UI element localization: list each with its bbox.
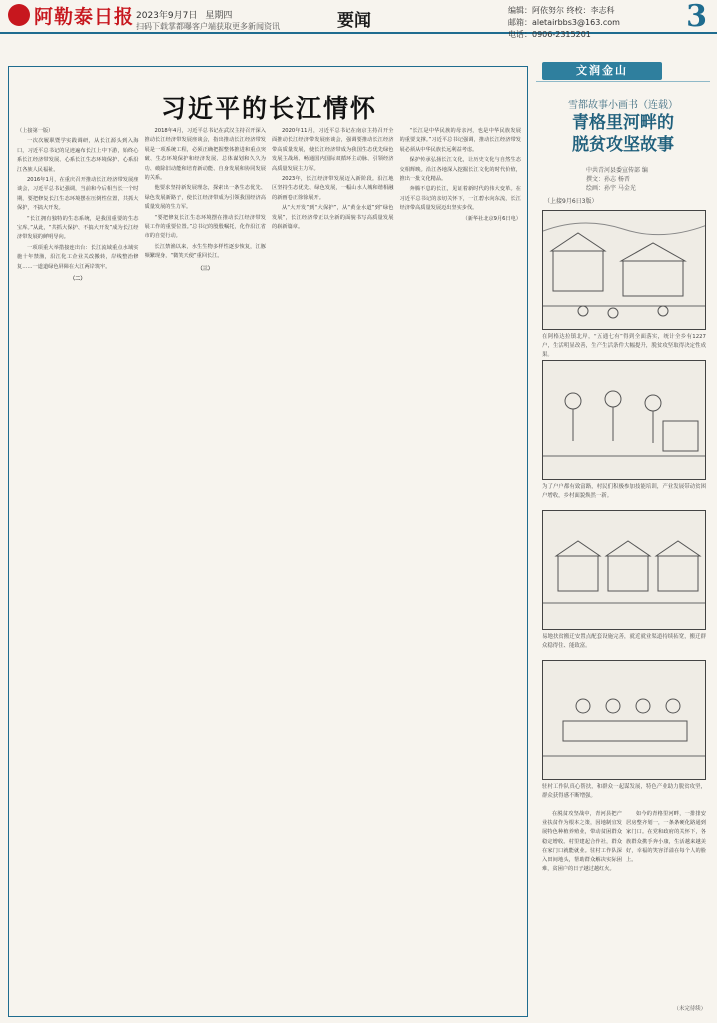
issue-weekday: 星期四 [205, 11, 233, 21]
paragraph: 从“大开发”到“大保护”，从“黄金水道”到“绿色发展”，长江经济带正以全新的面貌书写高质量发展的崭新篇章。 [272, 205, 394, 231]
article-column-2 [145, 127, 267, 1011]
story-text-col-2 [626, 810, 706, 1000]
panel-caption-4: 驻村工作队真心帮扶，和群众一起谋发展，特色产业助力脱贫攻坚，群众获得感不断增强。 [542, 784, 706, 799]
paragraph: “长江拥有独特的生态系统，是我国重要的生态宝库。”从此，“共抓大保护、不搞大开发”成为长江经济带发展的鲜明导向。 [17, 215, 139, 241]
panel-caption-1: 在阿格达拉镇北岸，“五通七有”得到全面落实，统计全乡有1227户，生活明显改善，生产生活条件大幅提升，脱贫攻坚取得决定性成果。 [542, 334, 706, 358]
credit-writer: 撰文：孙志 杨晋 [586, 176, 630, 183]
article-column-1 [17, 127, 139, 1011]
paragraph: 他要求坚持新发展理念，探索出一条生态优先、绿色发展新路子，使长江经济带成为引领我国经济高质量发展的生力军。 [144, 185, 266, 211]
download-note[interactable]: 扫码下载掌都曝客户端获取更多新闻资讯 [136, 22, 280, 31]
email-line[interactable]: 邮箱：aletairbbs3@163.com [508, 18, 620, 27]
article-column-3 [272, 127, 394, 1011]
title-line-1: 青格里河畔的 [572, 113, 674, 133]
illustration-panel-1 [542, 210, 706, 330]
paragraph: 保护传承弘扬长江文化，让历史文化与自然生态交相辉映。沿江各地深入挖掘长江文化的时代价值，推出一批文化精品。 [399, 157, 521, 183]
paragraph: 一次次履职暨学实践调研，从长江源头到入海口，习近平总书记的足迹遍布长江上中下游，始终心系长江经济带发展、心系长江生态环境保护、心系沿江各族人民福祉。 [17, 138, 139, 173]
continued-note: （上接第一版） [17, 128, 54, 134]
panel-caption-3: 易地扶贫搬迁安置点配套设施完善，就近就业渠道持续拓宽，搬迁群众稳得住、能致富。 [542, 634, 706, 649]
paragraph: 长江禁渔以来，水生生物多样性逐步恢复，江豚频繁现身，“微笑天使”重回长江。 [144, 243, 266, 260]
story-paragraph: 如今的青格里河畔，一排排安居房整齐划一，一条条硬化路通到家门口。在党和政府的关怀下，各族群众携手奔小康，生活越来越美好，幸福的笑容洋溢在每个人的脸上。 [626, 811, 706, 864]
dateline: （新华社北京9月6日电） [462, 215, 521, 222]
story-paragraph: 在脱贫攻坚战中，青河县把产业扶贫作为根本之策，因地制宜发展特色种植养殖业，带动贫困群众稳定增收。村里建起合作社，群众在家门口就能就业。驻村工作队深入田间地头，帮助群众解决实际困难，贫困户的日子越过越红火。 [542, 811, 622, 873]
paper-name: 阿勒泰日报 [34, 5, 135, 28]
paragraph: 奔腾不息的长江，见证着新时代的伟大变革。在习近平总书记的亲切关怀下，一江碧水向东流，长江经济带高质量发展迈出坚实步伐。 [399, 186, 521, 212]
sketch-people-icon [543, 361, 706, 480]
column-banner: 文润金山 [542, 62, 662, 80]
section-mark: （三） [197, 265, 214, 272]
panel-caption-2: 为了户户都有致富路，村民们积极参加技能培训，产业发展带动贫困户增收，乡村面貌焕然一新。 [542, 484, 706, 499]
paragraph: 一项项重大举措接连出台：长江流域重点水域实施十年禁渔，沿江化工企业关改搬转，岸线整治修复……一道道绿色屏障在大江两岸筑牢。 [17, 244, 139, 270]
title-line-2: 脱贫攻坚故事 [572, 135, 674, 155]
to-be-continued: （未完待续） [673, 1006, 706, 1012]
illustration-panel-3 [542, 510, 706, 630]
paragraph: 2018年4月，习近平总书记在武汉主持召开深入推动长江经济带发展座谈会，指出推动长江经济带发展是一项系统工程，必须正确把握整体推进和重点突破、生态环境保护和经济发展、总体谋划和久久为功、破除旧动能和培育新动能、自身发展和协同发展的关系。 [144, 128, 266, 182]
sketch-houses-icon [543, 511, 706, 630]
sketch-village-icon [543, 211, 706, 330]
sidebar-comic-story [536, 50, 710, 1017]
illustration-panel-4 [542, 660, 706, 780]
masthead [0, 0, 717, 39]
section-title: 要闻 [337, 11, 371, 31]
paragraph: 2023年，长江经济带发展迈入新阶段。沿江地区坚持生态优先、绿色发展，一幅山水人城和谐相融的新画卷正徐徐展开。 [272, 176, 394, 201]
story-kicker: 雪都故事小画书（连载） [568, 100, 678, 111]
credit-editor: 中共青河县委宣传部 编 [586, 167, 648, 174]
article-column-4 [400, 127, 522, 1011]
paragraph: “长江是中华民族的母亲河，也是中华民族发展的重要支撑。”习近平总书记强调，推动长江经济带发展必须从中华民族长远利益考虑。 [399, 128, 521, 153]
editor-info [508, 5, 620, 41]
illustration-panel-2 [542, 360, 706, 480]
main-article [8, 66, 528, 1017]
credit-illustrator: 绘画：孙宇 马金光 [586, 185, 636, 192]
paragraph: 2016年1月，在重庆召开推动长江经济带发展座谈会，习近平总书记强调，当前和今后相当长一个时期，要把修复长江生态环境摆在压倒性位置，共抓大保护，不搞大开发。 [17, 177, 139, 212]
issue-date: 2023年9月7日 [136, 11, 198, 21]
issue-date-row [136, 8, 232, 21]
paragraph: “要把修复长江生态环境摆在推动长江经济带发展工作的重要位置。”总书记的殷殷嘱托，化作沿江省市的自觉行动。 [144, 214, 266, 240]
editor-line: 编辑：阿依努尔 终校：李志科 [508, 6, 615, 15]
paragraph: 2020年11月，习近平总书记在南京主持召开全面推动长江经济带发展座谈会，强调要推动长江经济带高质量发展，使长江经济带成为我国生态优先绿色发展主战场、畅通国内国际双循环主动脉、引领经济高质量发展主力军。 [272, 128, 394, 172]
article-headline[interactable]: 习近平的长江情怀 [160, 94, 377, 123]
installment-note: （上接9月6日3版） [544, 198, 598, 205]
section-mark: （二） [69, 276, 86, 283]
story-text-col-1 [542, 810, 622, 1000]
page-number: 3 [686, 0, 707, 34]
phone-line: 电话：0906-2315201 [508, 30, 591, 39]
story-credits [586, 166, 648, 193]
logo-emblem-icon [8, 4, 30, 26]
newspaper-logo[interactable] [8, 3, 134, 27]
sketch-meeting-icon [543, 661, 706, 780]
story-title[interactable] [536, 112, 710, 156]
article-columns [17, 127, 521, 1011]
